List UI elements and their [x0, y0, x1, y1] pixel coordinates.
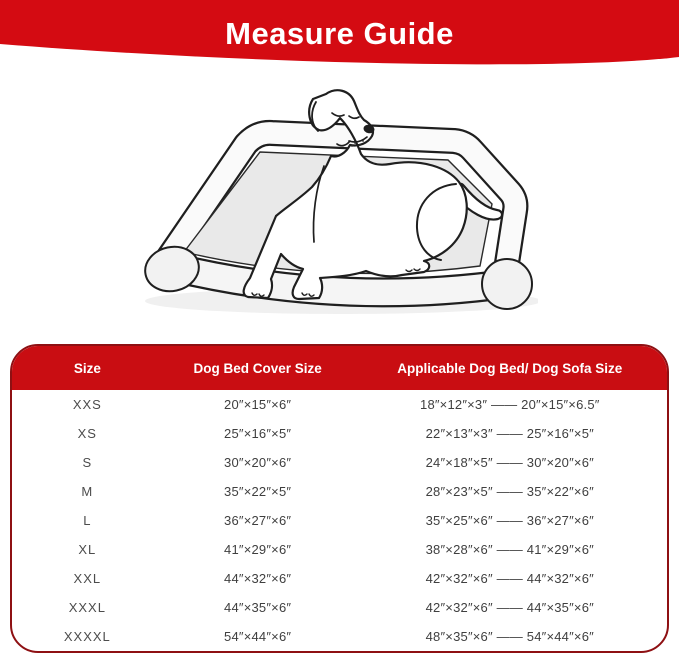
size-table-body: [12, 390, 667, 651]
column-header-cover-size: Dog Bed Cover Size: [163, 346, 353, 390]
applicable-size-cell: 42″×32″×6″ —— 44″×35″×6″: [425, 600, 594, 615]
table-row: [12, 535, 667, 564]
size-cell: XXXL: [68, 600, 106, 615]
applicable-size-cell: 24″×18″×5″ —— 30″×20″×6″: [425, 455, 594, 470]
size-table-grid: [12, 346, 667, 651]
applicable-size-cell: 48″×35″×6″ —— 54″×44″×6″: [425, 629, 594, 644]
size-cell: XS: [77, 426, 97, 441]
applicable-size-cell: 35″×25″×6″ —— 36″×27″×6″: [425, 513, 594, 528]
cover-size-cell: 41″×29″×6″: [224, 542, 292, 557]
applicable-size-cell: 18″×12″×3″ —— 20″×15″×6.5″: [420, 397, 600, 412]
table-row: [12, 564, 667, 593]
cover-size-cell: 44″×35″×6″: [224, 600, 292, 615]
size-cell: XXS: [72, 397, 102, 412]
size-cell: XXXXL: [63, 629, 111, 644]
cover-size-cell: 35″×22″×5″: [224, 484, 292, 499]
table-row: [12, 622, 667, 651]
table-row: [12, 477, 667, 506]
applicable-size-cell: 38″×28″×6″ —— 41″×29″×6″: [425, 542, 594, 557]
illustration-area: [0, 76, 679, 320]
column-header-applicable-size: Applicable Dog Bed/ Dog Sofa Size: [353, 346, 667, 390]
applicable-size-cell: 42″×32″×6″ —— 44″×32″×6″: [425, 571, 594, 586]
size-cell: L: [83, 513, 92, 528]
header-row: [12, 346, 667, 390]
applicable-size-cell: 22″×13″×3″ —— 25″×16″×5″: [425, 426, 594, 441]
dog-bed-illustration: [138, 80, 538, 315]
column-header-size: Size: [12, 346, 163, 390]
size-cell: M: [81, 484, 94, 499]
applicable-size-cell: 28″×23″×5″ —— 35″×22″×6″: [425, 484, 594, 499]
table-row: [12, 448, 667, 477]
cover-size-cell: 20″×15″×6″: [224, 397, 292, 412]
page-title: Measure Guide: [225, 16, 454, 51]
cover-size-cell: 54″×44″×6″: [224, 629, 292, 644]
banner: [0, 0, 679, 76]
table-row: [12, 593, 667, 622]
size-cell: XL: [78, 542, 97, 557]
size-cell: S: [82, 455, 93, 470]
size-table-header: [12, 346, 667, 390]
table-row: [12, 506, 667, 535]
cover-size-cell: 25″×16″×5″: [224, 426, 292, 441]
size-table: [10, 344, 669, 653]
cover-size-cell: 30″×20″×6″: [224, 455, 292, 470]
cover-size-cell: 36″×27″×6″: [224, 513, 292, 528]
cover-size-cell: 44″×32″×6″: [224, 571, 292, 586]
table-row: [12, 419, 667, 448]
table-row: [12, 390, 667, 419]
size-cell: XXL: [73, 571, 102, 586]
